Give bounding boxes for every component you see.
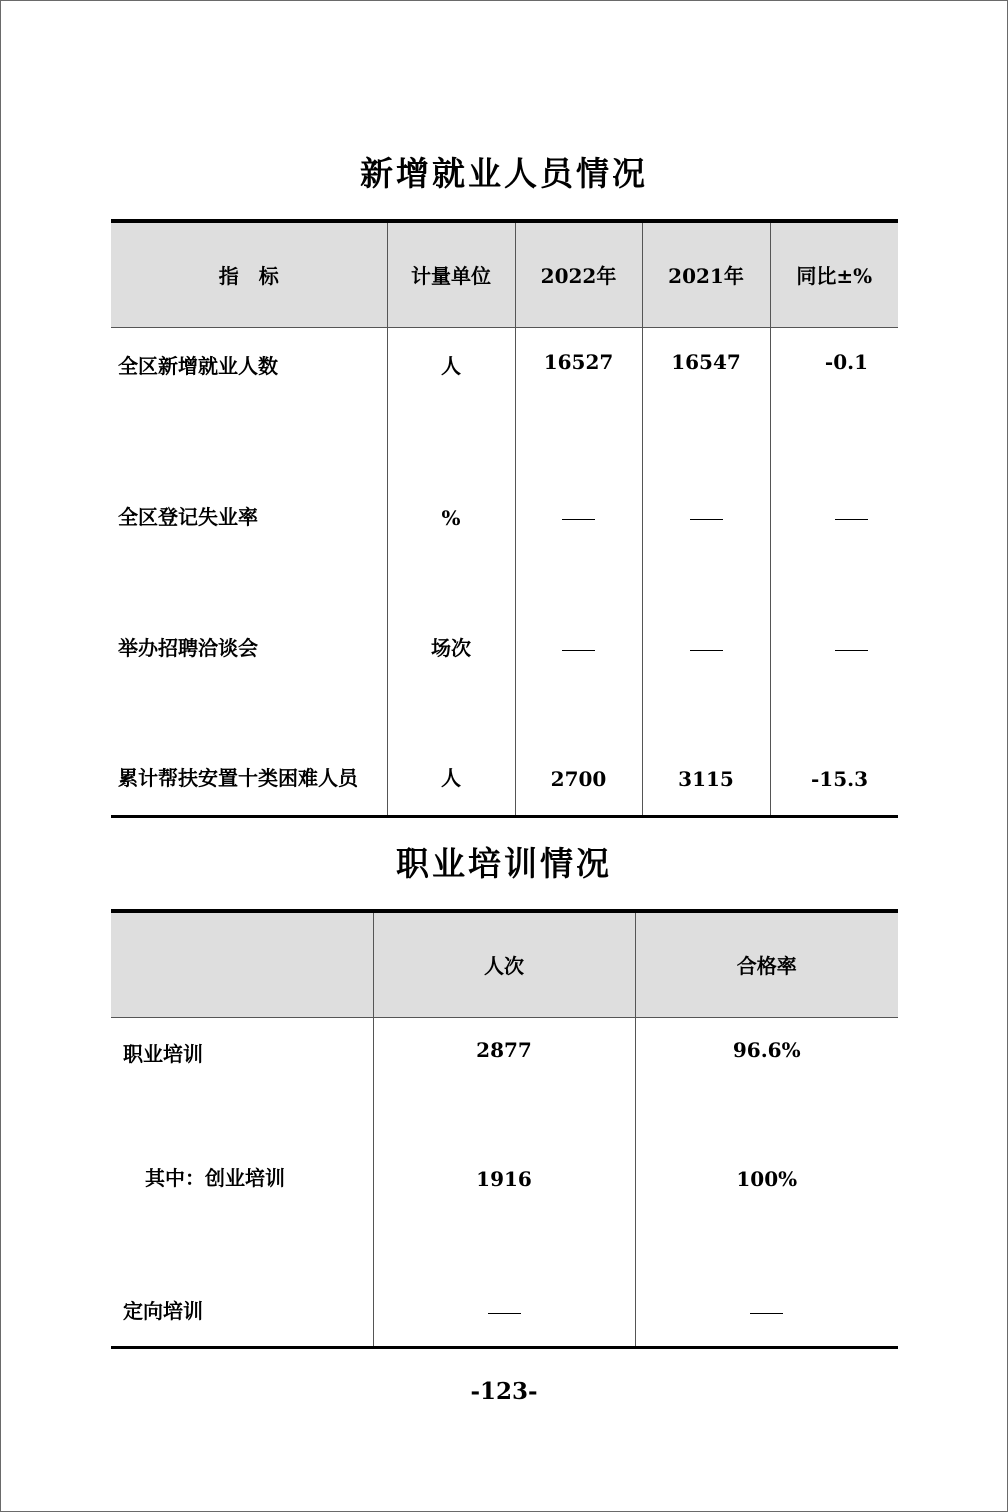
dash-mark (835, 650, 868, 651)
dash-mark (835, 519, 868, 520)
table-row (111, 554, 898, 685)
indicator-cell: 全区登记失业率 (118, 505, 258, 529)
table-row (111, 423, 898, 554)
dash-mark (562, 519, 595, 520)
value-2022-cell: 2700 (515, 685, 642, 816)
section-title-training: 职业培训情况 (396, 844, 612, 883)
value-2022-cell: 16527 (515, 327, 642, 423)
item-cell: 定向培训 (123, 1298, 203, 1323)
table-row (111, 1213, 898, 1347)
unit-cell: % (387, 423, 515, 554)
table-row (111, 327, 898, 423)
dash-mark (488, 1313, 521, 1314)
unit-cell: 人 (387, 327, 515, 423)
table-row (111, 1017, 898, 1079)
unit-cell: 人 (387, 685, 515, 816)
value-2022-cell (515, 554, 642, 685)
value-2021-cell (642, 554, 770, 685)
header-unit: 计量单位 (387, 221, 515, 327)
header-indicator: 指 标 (111, 221, 387, 327)
change-cell (770, 423, 898, 554)
value-2021-cell: 16547 (642, 327, 770, 423)
value-2022-cell (515, 423, 642, 554)
header-item (111, 911, 373, 1017)
header-count: 人次 (373, 911, 635, 1017)
count-cell (373, 1213, 635, 1347)
indicator-cell: 举办招聘洽谈会 (118, 636, 258, 660)
pass-rate-cell: 96.6% (635, 1017, 898, 1079)
value-2021-cell (642, 423, 770, 554)
count-cell: 2877 (373, 1017, 635, 1079)
indicator-cell: 累计帮扶安置十类困难人员 (118, 765, 358, 790)
employment-table (111, 219, 898, 818)
page-number: -123- (470, 1378, 538, 1405)
indicator-cell: 全区新增就业人数 (118, 353, 278, 378)
change-cell: -0.1 (770, 327, 898, 423)
header-pass-rate: 合格率 (635, 911, 898, 1017)
dash-mark (750, 1313, 783, 1314)
unit-cell: 场次 (387, 554, 515, 685)
header-2021: 2021年 (642, 221, 770, 327)
table-row (111, 1079, 898, 1213)
dash-mark (690, 519, 723, 520)
item-cell: 职业培训 (123, 1041, 203, 1066)
value-2021-cell: 3115 (642, 685, 770, 816)
table-row (111, 685, 898, 816)
header-change: 同比±% (770, 221, 898, 327)
section-title-employment: 新增就业人员情况 (360, 154, 648, 193)
change-cell: -15.3 (770, 685, 898, 816)
count-cell: 1916 (373, 1079, 635, 1213)
header-2022: 2022年 (515, 221, 642, 327)
item-cell: 其中：创业培训 (145, 1166, 285, 1190)
pass-rate-cell: 100% (635, 1079, 898, 1213)
dash-mark (562, 650, 595, 651)
dash-mark (690, 650, 723, 651)
table-header-row (111, 221, 898, 327)
pass-rate-cell (635, 1213, 898, 1347)
training-table (111, 909, 898, 1349)
table-header-row (111, 911, 898, 1017)
change-cell (770, 554, 898, 685)
